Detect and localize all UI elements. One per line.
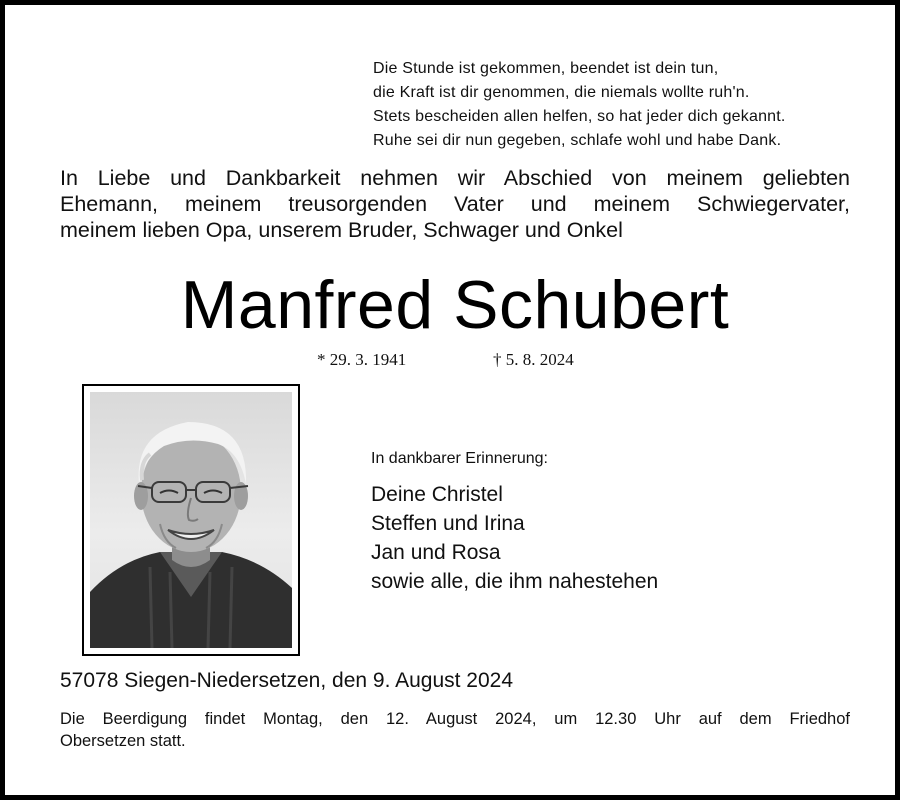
death-date: † 5. 8. 2024 <box>493 350 574 369</box>
poem-line: Stets bescheiden allen helfen, so hat jeder dich gekannt. <box>373 108 786 125</box>
mourner-name: Jan und Rosa <box>371 541 501 564</box>
poem-line: die Kraft ist dir genommen, die niemals wollte ruh'n. <box>373 84 750 101</box>
funeral-line: Die Beerdigung findet Montag, den 12. August 2024, um 12.30 Uhr auf dem Friedhof <box>60 710 850 728</box>
birth-date: * 29. 3. 1941 <box>317 350 407 369</box>
place-and-date: 57078 Siegen-Niedersetzen, den 9. August 2024 <box>60 669 514 692</box>
farewell-line: In Liebe und Dankbarkeit nehmen wir Abschied von meinem geliebten <box>60 166 850 190</box>
farewell-text <box>60 165 850 243</box>
mourner-name: Steffen und Irina <box>371 512 525 535</box>
deceased-name: Manfred Schubert <box>180 267 730 343</box>
memorial-poem <box>373 57 873 153</box>
poem-line: Die Stunde ist gekommen, beendet ist dein tun, <box>373 60 719 77</box>
funeral-line: Obersetzen statt. <box>60 732 186 750</box>
farewell-line: meinem lieben Opa, unserem Bruder, Schwager und Onkel <box>60 218 623 242</box>
remembrance-heading: In dankbarer Erinnerung: <box>371 450 548 467</box>
portrait-photo <box>90 392 292 648</box>
mourners-list <box>371 480 658 596</box>
funeral-info <box>60 708 850 752</box>
portrait-icon <box>90 392 292 648</box>
mourner-name: Deine Christel <box>371 483 503 506</box>
portrait-frame <box>82 384 300 656</box>
farewell-line: Ehemann, meinem treusorgenden Vater und meinem Schwiegervater, <box>60 192 850 216</box>
poem-line: Ruhe sei dir nun gegeben, schlafe wohl und habe Dank. <box>373 132 782 149</box>
mourner-name: sowie alle, die ihm nahestehen <box>371 570 659 593</box>
